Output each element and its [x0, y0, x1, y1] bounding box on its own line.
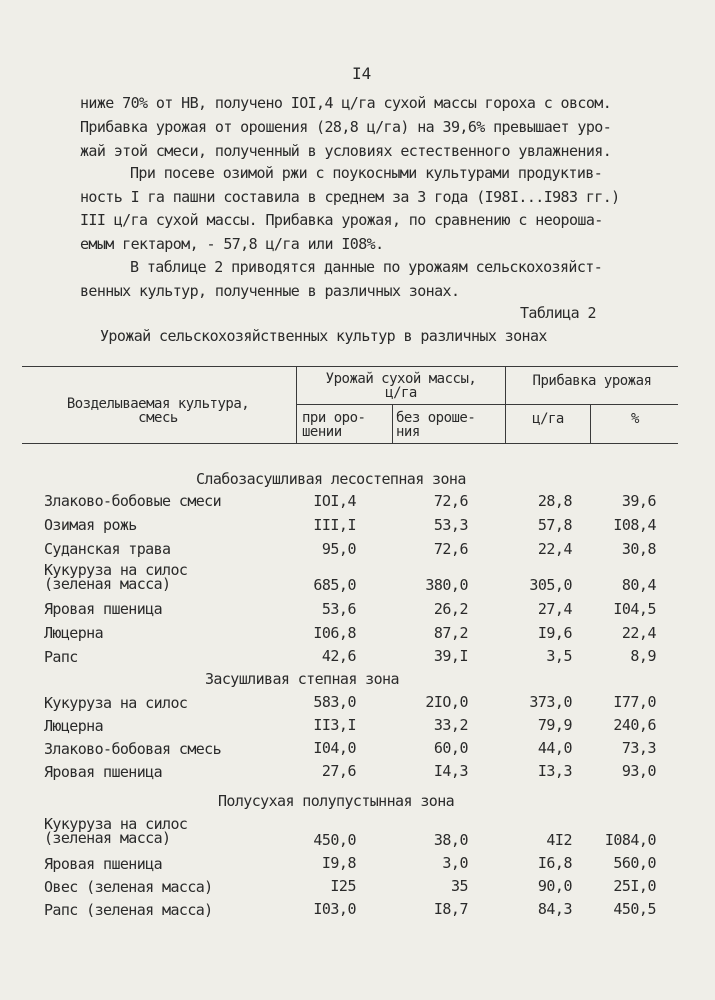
document-page: I4 ниже 70% от НВ, получено IOI,4 ц/га сухой массы гороха с овсом. Прибавка урожая от орошения (28,8 ц/га) на 39,6% превышает уро- жай этой смеси, полученный в условиях естественного увлажнения. При посеве озимой ржи с поукосными культурами продуктив- ность I га пашни составила в среднем за 3 года (I98I...I983 гг.) III ц/га сухой массы. Прибавка урожая, по сравнению с неороша- емым гектаром, - 57,8 ц/га или I08%. В таблице 2 приводятся данные по урожаям сельскохозяйст- венных культур, полученные в различных зонах. Таблица 2 Урожай сельскохозяйственных культур в различных зонах Возделываемая культура, смесь Урожай сухой массы, ц/га Прибавка урожая при оро- шении без ороше- ния ц/га % Слабозасушливая лесостепная зона Засушливая степная зона Полусухая полупустынная зона Злаково-бобовые смеси IOI,4 72,6 28,8 39,6 Озимая рожь III,I 53,3 57,8 I08,4 Суданская трава 95,0 72,6 22,4 30,8 Кукуруза на силос (зеленая масса) 685,0 380,0 305,0 80,4 Яровая пшеница 53,6 26,2 27,4 I04,5 Люцерна I06,8 87,2 I9,6 22,4 Рапс 42,6 39,I 3,5 8,9 Кукуруза на силос 583,0 2IO,0 373,0 I77,0 Люцерна II3,I 33,2 79,9 240,6 Злаково-бобовая смесь I04,0 60,0 44,0 73,3 Яровая пшеница 27,6 I4,3 I3,3 93,0 Кукуруза на силос (зеленая масса) 450,0 38,0 4I2 I084,0 Яровая пшеница I9,8 3,0 I6,8 560,0 Овес (зеленая масса) I25 35 90,0 25I,0 Рапс (зеленая масса) I03,0 I8,7 84,3 450,5 — [0, 0, 715, 1000]
zone-heading: Полусухая полупустынная зона — [218, 792, 455, 810]
header-divider — [590, 404, 591, 443]
column-header-cga: ц/га — [532, 411, 564, 427]
header-divider — [296, 366, 297, 443]
header-bottom-rule — [22, 443, 678, 444]
text-line: венных культур, полученные в различных зонах. — [80, 282, 460, 300]
text-line: Прибавка урожая от орошения (28,8 ц/га) на 39,6% превышает уро- — [80, 118, 612, 136]
column-header-non-irrigated: без ороше- ния — [396, 410, 476, 440]
zone-heading: Слабозасушливая лесостепная зона — [196, 470, 466, 488]
page-number: I4 — [352, 64, 372, 83]
column-header-pct: % — [631, 411, 639, 427]
column-group-increase: Прибавка урожая — [532, 373, 652, 389]
text-line: В таблице 2 приводятся данные по урожаям сельскохозяйст- — [130, 258, 603, 276]
table-title: Урожай сельскохозяйственных культур в различных зонах — [100, 327, 547, 345]
zone-heading: Засушливая степная зона — [205, 670, 399, 688]
column-header-irrigated: при оро- шении — [302, 410, 366, 440]
text-line: жай этой смеси, полученный в условиях естественного увлажнения. — [80, 142, 612, 160]
header-mid-rule — [296, 404, 678, 405]
text-line: При посеве озимой ржи с поукосными культурами продуктив- — [130, 164, 603, 182]
text-line: III ц/га сухой массы. Прибавка урожая, по сравнению с неороша- — [80, 211, 603, 229]
table-top-rule — [22, 366, 678, 367]
column-header-crop: Возделываемая культура, смесь — [66, 396, 250, 426]
text-line: емым гектаром, - 57,8 ц/га или I08%. — [80, 235, 384, 253]
table-label: Таблица 2 — [520, 304, 596, 322]
column-group-yield: Урожай сухой массы, ц/га — [325, 371, 477, 401]
text-line: ность I га пашни составила в среднем за 3 года (I98I...I983 гг.) — [80, 188, 620, 206]
text-line: ниже 70% от НВ, получено IOI,4 ц/га сухой массы гороха с овсом. — [80, 94, 612, 112]
